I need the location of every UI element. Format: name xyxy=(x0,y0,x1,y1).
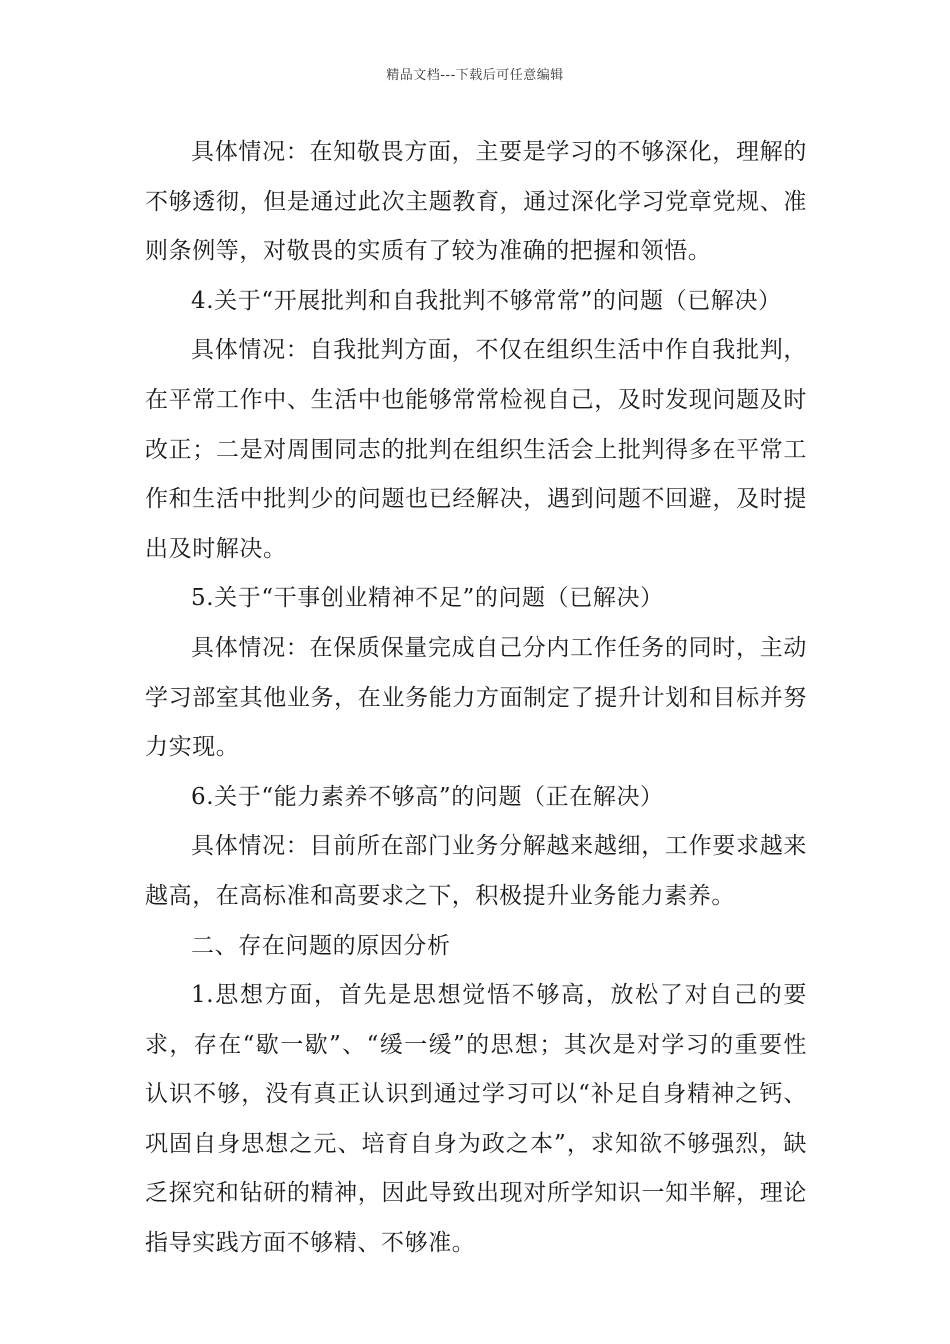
paragraph-thought-aspect: 1.思想方面，首先是思想觉悟不够高，放松了对自己的要求，存在“歇一歇”、“缓一缓”的思想；其次是对学习的重要性认识不够，没有真正认识到通过学习可以“补足自身精神之钙、巩固自身思想之元、培育自身为政之本”，求知欲不够强烈，缺乏探究和钻研的精神，因此导致出现对所学知识一知半解，理论指导实践方面不够精、不够准。 xyxy=(145,982,807,1257)
paragraph-situation-awe: 具体情况：在知敬畏方面，主要是学习的不够深化，理解的不够透彻，但是通过此次主题教育，通过深化学习党章党规、准则条例等，对敬畏的实质有了较为准确的把握和领悟。 xyxy=(145,139,807,265)
paragraph-situation-criticism: 具体情况：自我批判方面，不仅在组织生活中作自我批判，在平常工作中、生活中也能够常常检视自己，及时发现问题及时改正；二是对周围同志的批判在组织生活会上批判得多在平常工作和生活中批判少的问题也已经解决，遇到问题不回避，及时提出及时解决。 xyxy=(145,337,807,562)
heading-item-5: 5.关于“干事创业精神不足”的问题（已解决） xyxy=(191,585,664,612)
page-header: 精品文档---下载后可任意编辑 xyxy=(386,68,564,83)
heading-item-6: 6.关于“能力素养不够高”的问题（正在解决） xyxy=(191,783,664,810)
paragraph-situation-ability: 具体情况：目前所在部门业务分解越来越细，工作要求越来越高，在高标准和高要求之下，积极提升业务能力素养。 xyxy=(145,833,807,909)
paragraph-situation-initiative: 具体情况：在保质保量完成自己分内工作任务的同时，主动学习部室其他业务，在业务能力方面制定了提升计划和目标并努力实现。 xyxy=(145,634,807,761)
heading-item-4: 4.关于“开展批判和自我批判不够常常”的问题（已解决） xyxy=(191,287,782,314)
section-heading-cause-analysis: 二、存在问题的原因分析 xyxy=(191,932,451,959)
document-body xyxy=(145,128,807,1269)
